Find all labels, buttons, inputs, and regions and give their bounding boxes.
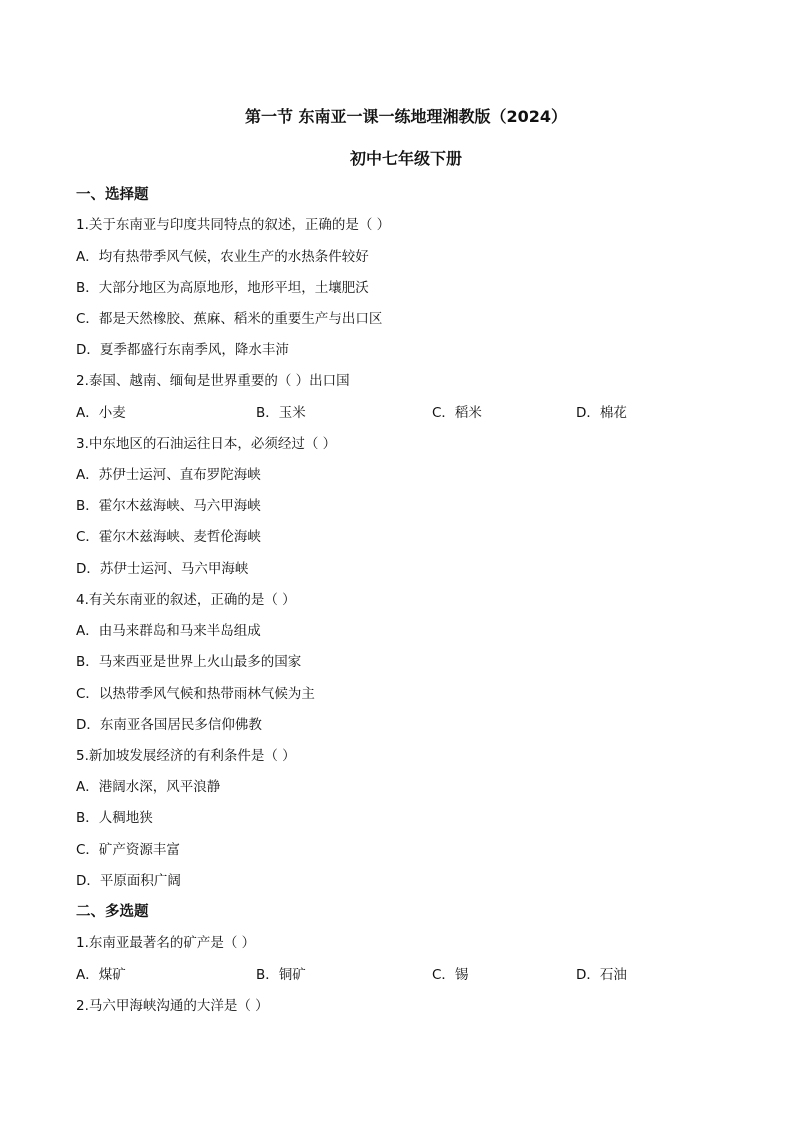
question-5-option-a[interactable]: A．港阔水深，风平浪静 xyxy=(76,779,221,795)
section-heading-single-choice: 一、选择题 xyxy=(76,187,149,203)
question-4-option-c[interactable]: C．以热带季风气候和热带雨林气候为主 xyxy=(76,686,315,702)
question-3-option-a[interactable]: A．苏伊士运河、直布罗陀海峡 xyxy=(76,467,261,483)
question-3-option-c[interactable]: C．霍尔木兹海峡、麦哲伦海峡 xyxy=(76,529,261,545)
question-2-stem: 2.泰国、越南、缅甸是世界重要的（ ）出口国 xyxy=(76,373,350,389)
question-3-option-d[interactable]: D．苏伊士运河、马六甲海峡 xyxy=(76,561,249,577)
question-4-option-b[interactable]: B．马来西亚是世界上火山最多的国家 xyxy=(76,654,302,670)
document-subtitle: 初中七年级下册 xyxy=(349,149,462,168)
question-2-options xyxy=(76,403,736,423)
multi-question-1-option-b[interactable]: B．铜矿 xyxy=(256,967,306,983)
question-4-option-a[interactable]: A．由马来群岛和马来半岛组成 xyxy=(76,623,261,639)
section-heading-multiple-choice: 二、多选题 xyxy=(76,904,149,920)
question-2-option-b[interactable]: B．玉米 xyxy=(256,405,306,421)
question-1-stem: 1.关于东南亚与印度共同特点的叙述，正确的是（ ） xyxy=(76,217,391,233)
question-5-stem: 5.新加坡发展经济的有利条件是（ ） xyxy=(76,748,296,764)
question-3-option-b[interactable]: B．霍尔木兹海峡、马六甲海峡 xyxy=(76,498,261,514)
question-4-stem: 4.有关东南亚的叙述，正确的是（ ） xyxy=(76,592,296,608)
multi-question-2-stem: 2.马六甲海峡沟通的大洋是（ ） xyxy=(76,998,269,1014)
question-5-option-d[interactable]: D．平原面积广阔 xyxy=(76,873,181,889)
multi-question-1-option-c[interactable]: C．锡 xyxy=(432,967,469,983)
question-1-option-b[interactable]: B．大部分地区为高原地形，地形平坦，土壤肥沃 xyxy=(76,280,369,296)
question-2-option-a[interactable]: A．小麦 xyxy=(76,405,126,421)
document-title: 第一节 东南亚一课一练地理湘教版（2024） xyxy=(244,107,568,126)
question-2-option-d[interactable]: D．棉花 xyxy=(576,405,627,421)
question-1-option-a[interactable]: A．均有热带季风气候，农业生产的水热条件较好 xyxy=(76,249,369,265)
multi-question-1-option-d[interactable]: D．石油 xyxy=(576,967,627,983)
question-5-option-b[interactable]: B．人稠地狭 xyxy=(76,810,153,826)
question-1-option-d[interactable]: D．夏季都盛行东南季风，降水丰沛 xyxy=(76,342,289,358)
multi-question-1-option-a[interactable]: A．煤矿 xyxy=(76,967,126,983)
multi-question-1-stem: 1.东南亚最著名的矿产是（ ） xyxy=(76,935,256,951)
question-1-option-c[interactable]: C．都是天然橡胶、蕉麻、稻米的重要生产与出口区 xyxy=(76,311,383,327)
question-2-option-c[interactable]: C．稻米 xyxy=(432,405,482,421)
question-5-option-c[interactable]: C．矿产资源丰富 xyxy=(76,842,180,858)
question-3-stem: 3.中东地区的石油运往日本，必须经过（ ） xyxy=(76,436,337,452)
multi-question-1-options xyxy=(76,965,736,985)
question-4-option-d[interactable]: D．东南亚各国居民多信仰佛教 xyxy=(76,717,262,733)
